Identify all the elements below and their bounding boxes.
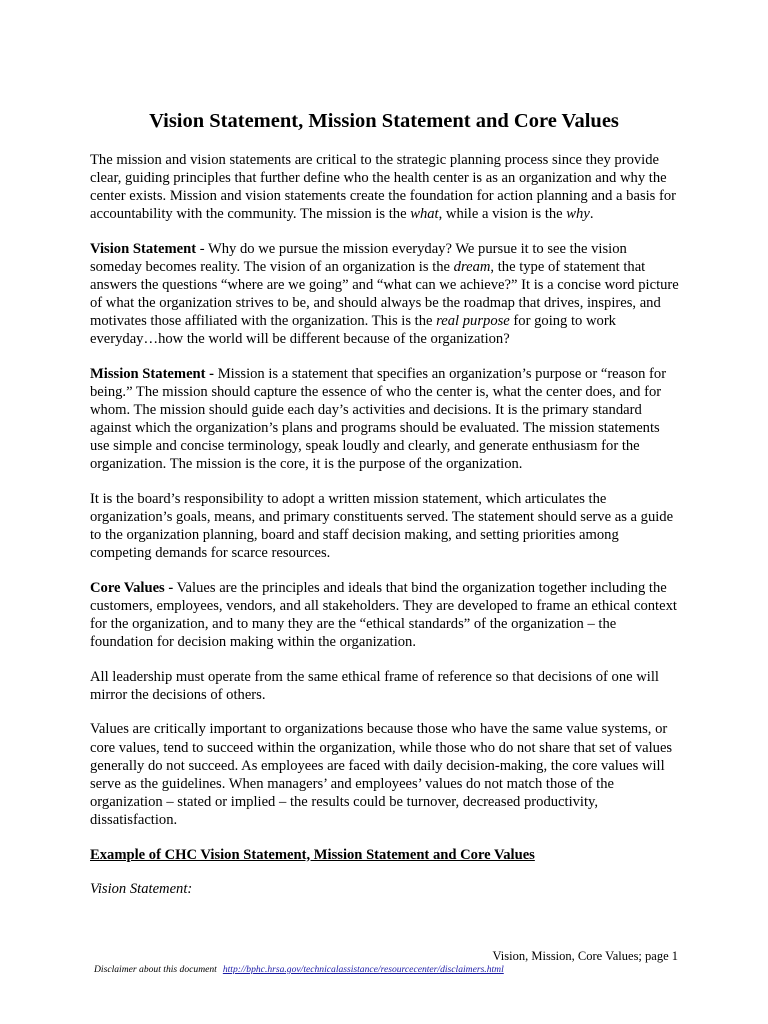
mission-paragraph (90, 365, 682, 474)
core-values-label: Core Values - (90, 579, 174, 596)
core-values-text: Values are the principles and ideals that bind the organization together including the customers, employees, vendors, and all stakeholders. They are developed to frame an ethical context for the organization, and to many they are the “ethical standards” of the organization – the foundation for decision making within the organization. (90, 579, 677, 651)
example-vision-label: Vision Statement: (90, 881, 193, 898)
intro-what: what (410, 206, 439, 223)
footer-disclaimer (94, 964, 504, 976)
mission-text: Mission is a statement that specifies an organization’s purpose or “reason for being.” The mission should capture the essence of who the center is, what the center does, and for whom. The mission should guide each day’s activities and decisions. It is the primary standard against which the organization’s plans and programs should be evaluated. The mission statements use simple and concise terminology, speak loudly and clearly, and generate enthusiasm for the organization. The mission is the core, it is the purpose of the organization. (90, 365, 667, 473)
intro-why: why (566, 206, 590, 223)
vision-real-purpose: real purpose (436, 313, 510, 330)
document-title: Vision Statement, Mission Statement and Core Values (149, 110, 619, 132)
vision-dream: dream (453, 258, 491, 275)
vision-label: Vision Statement (90, 240, 197, 257)
vision-text-2: , the type of statement that answers the questions “where are we going” and “what can we achieve?” It is a concise word picture of what the organization strives to be, and should always be the roadmap that drives, inspires, and motivates those affiliated with the organization. This is the (90, 258, 679, 330)
page-footer-label: Vision, Mission, Core Values; page 1 (492, 949, 678, 963)
intro-text-3: . (589, 206, 594, 223)
disclaimer-text: Disclaimer about this document (94, 964, 217, 975)
mission-label: Mission Statement - (90, 365, 215, 382)
vision-text-1: - Why do we pursue the mission everyday? We pursue it to see the vision someday becomes reality. The vision of an organization is the (90, 240, 627, 275)
intro-text-2: , while a vision is the (438, 206, 567, 223)
vision-paragraph (90, 240, 682, 349)
vision-text-3: for going to work everyday…how the world will be different because of the organization? (90, 313, 616, 348)
document-body (90, 151, 682, 915)
core-values-paragraph (90, 579, 682, 651)
disclaimer-link[interactable]: http://bphc.hrsa.gov/technicalassistance/resourcecenter/disclaimers.html (222, 964, 504, 975)
intro-paragraph (90, 151, 682, 223)
board-paragraph: It is the board’s responsibility to adopt a written mission statement, which articulates the organization’s goals, means, and primary constituents served. The statement should serve as a guide to the organization planning, board and staff decision making, and setting priorities among competing demands for scarce resources. (90, 491, 674, 562)
intro-text-1: The mission and vision statements are critical to the strategic planning process since they provide clear, guiding principles that further define who the health center is as an organization and why the center exists. Mission and vision statements create the foundation for action planning and a basis for accountability with the community. The mission is the (90, 152, 677, 223)
values-paragraph: Values are critically important to organizations because those who have the same value systems, or core values, tend to succeed within the organization, while those who do not share that set of values generally do not succeed. As employees are faced with daily decision-making, the core values will serve as the guidelines. When managers’ and employees’ values do not match those of the organization – stated or implied – the results could be turnover, decreased productivity, dissatisfaction. (90, 721, 673, 828)
leadership-paragraph: All leadership must operate from the same ethical frame of reference so that decisions of one will mirror the decisions of others. (90, 668, 659, 703)
example-heading: Example of CHC Vision Statement, Mission Statement and Core Values (90, 846, 535, 863)
